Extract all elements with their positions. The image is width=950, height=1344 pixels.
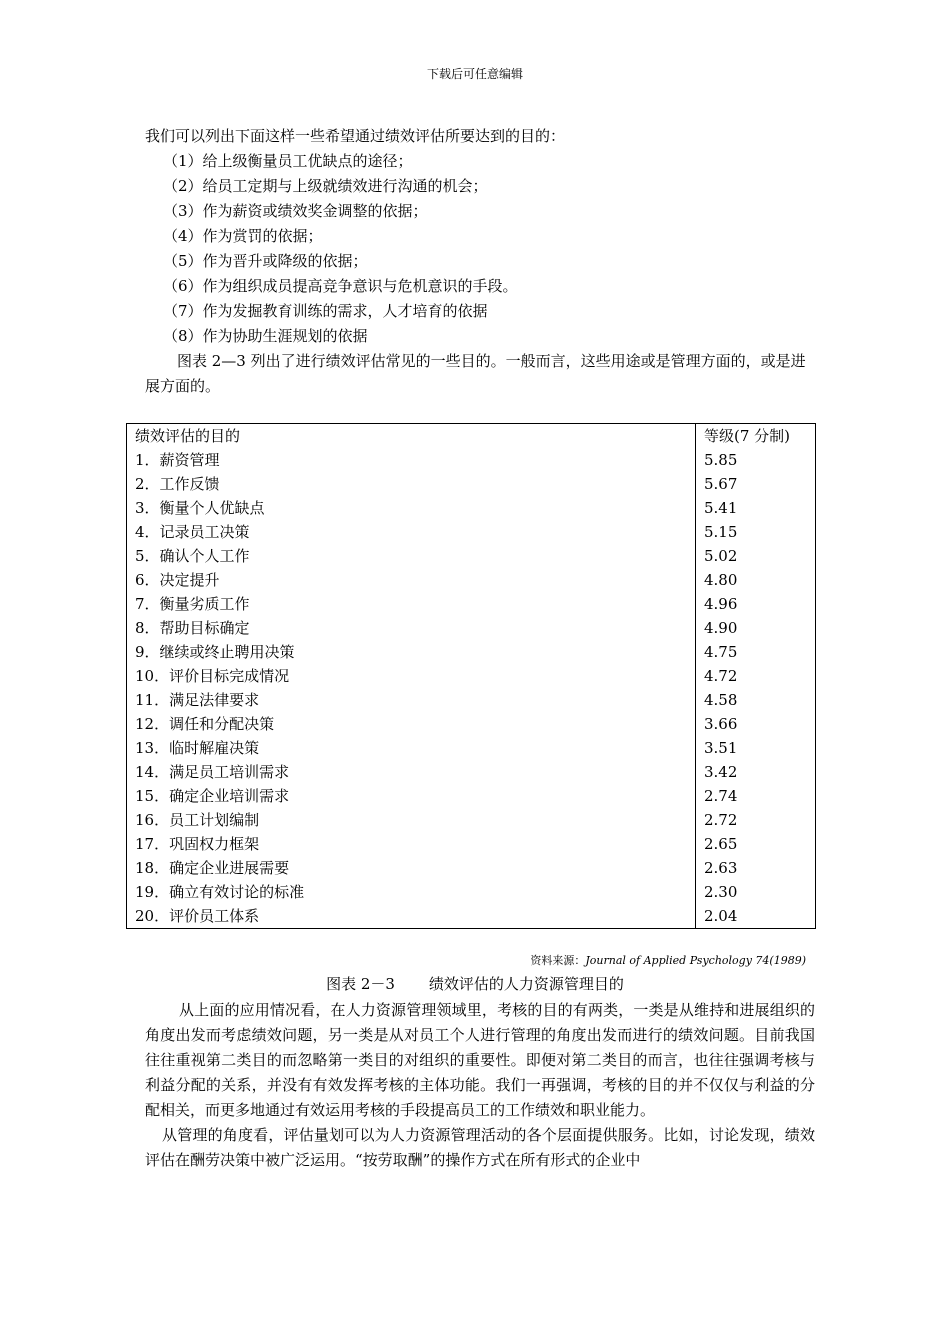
paragraph: 从管理的角度看，评估量划可以为人力资源管理活动的各个层面提供服务。比如，讨论发现，绩效评估在酬劳决策中被广泛运用。“按劳取酬”的操作方式在所有形式的企业中	[145, 1126, 815, 1169]
purpose-cell: 15．确定企业培训需求	[127, 784, 696, 808]
score-cell: 5.85	[696, 448, 816, 472]
list-item: （4）作为赏罚的依据；	[163, 227, 323, 245]
purpose-cell: 20．评价员工体系	[127, 904, 696, 929]
list-item: （1）给上级衡量员工优缺点的途径；	[163, 152, 413, 170]
score-cell: 5.15	[696, 520, 816, 544]
table-row	[127, 880, 816, 904]
list-item: （7）作为发掘教育训练的需求，人才培育的依据	[163, 302, 488, 320]
list-item: （5）作为晋升或降级的依据；	[163, 252, 368, 270]
source-label: 资料来源：	[530, 954, 586, 967]
table-row	[127, 448, 816, 472]
purpose-cell: 9．继续或终止聘用决策	[127, 640, 696, 664]
purpose-cell: 3．衡量个人优缺点	[127, 496, 696, 520]
table-row	[127, 592, 816, 616]
purpose-cell: 19．确立有效讨论的标准	[127, 880, 696, 904]
purpose-cell: 8．帮助目标确定	[127, 616, 696, 640]
purpose-cell: 12．调任和分配决策	[127, 712, 696, 736]
purpose-cell: 11．满足法律要求	[127, 688, 696, 712]
source-citation: Journal of Applied Psychology 74(1989)	[585, 954, 806, 967]
score-cell: 2.65	[696, 832, 816, 856]
page-header: 下载后可任意编辑	[426, 67, 523, 81]
table-row	[127, 520, 816, 544]
table-row	[127, 736, 816, 760]
purpose-cell: 16．员工计划编制	[127, 808, 696, 832]
purpose-cell: 1．薪资管理	[127, 448, 696, 472]
purpose-cell: 10．评价目标完成情况	[127, 664, 696, 688]
score-cell: 2.30	[696, 880, 816, 904]
table-row	[127, 760, 816, 784]
body-text	[145, 998, 815, 1173]
table-caption	[0, 973, 950, 994]
table-header-row	[127, 424, 816, 449]
list-item: （3）作为薪资或绩效奖金调整的依据；	[163, 202, 428, 220]
source-note	[126, 952, 806, 968]
table-row	[127, 616, 816, 640]
purpose-cell: 13．临时解雇决策	[127, 736, 696, 760]
chart-reference-text: 图表 2—3 列出了进行绩效评估常见的一些目的。一般而言，这些用途或是管理方面的，或是进展方面的。	[145, 352, 806, 395]
score-cell: 4.90	[696, 616, 816, 640]
intro-text: 我们可以列出下面这样一些希望通过绩效评估所要达到的目的：	[145, 127, 566, 145]
score-cell: 3.66	[696, 712, 816, 736]
table-row	[127, 472, 816, 496]
intro-section	[145, 124, 815, 399]
caption-title: 绩效评估的人力资源管理目的	[428, 975, 624, 993]
table-row	[127, 496, 816, 520]
score-cell: 4.58	[696, 688, 816, 712]
score-cell: 2.72	[696, 808, 816, 832]
score-cell: 4.96	[696, 592, 816, 616]
score-cell: 5.02	[696, 544, 816, 568]
evaluation-purpose-table	[126, 423, 816, 929]
purpose-cell: 18．确定企业进展需要	[127, 856, 696, 880]
score-cell: 3.42	[696, 760, 816, 784]
score-cell: 4.80	[696, 568, 816, 592]
paragraph: 从上面的应用情况看，在人力资源管理领域里，考核的目的有两类，一类是从维持和进展组织的角度出发而考虑绩效问题，另一类是从对员工个人进行管理的角度出发而进行的绩效问题。目前我国往往重视第二类目的而忽略第一类目的对组织的重要性。即便对第二类目的而言，也往往强调考核与利益分配的关系，并没有有效发挥考核的主体功能。我们一再强调，考核的目的并不仅仅与利益的分配相关，而更多地通过有效运用考核的手段提高员工的工作绩效和职业能力。	[145, 1001, 815, 1119]
list-item: （2）给员工定期与上级就绩效进行沟通的机会；	[163, 177, 488, 195]
purpose-cell: 6．决定提升	[127, 568, 696, 592]
score-cell: 4.72	[696, 664, 816, 688]
score-cell: 3.51	[696, 736, 816, 760]
table-row	[127, 664, 816, 688]
score-cell: 2.04	[696, 904, 816, 929]
header-score: 等级(7 分制)	[696, 424, 816, 449]
table-row	[127, 688, 816, 712]
table-row	[127, 832, 816, 856]
score-cell: 2.74	[696, 784, 816, 808]
table-row	[127, 904, 816, 929]
header-purpose: 绩效评估的目的	[127, 424, 696, 449]
purpose-cell: 7．衡量劣质工作	[127, 592, 696, 616]
table-row	[127, 784, 816, 808]
purpose-cell: 4．记录员工决策	[127, 520, 696, 544]
table-row	[127, 568, 816, 592]
list-item: （6）作为组织成员提高竞争意识与危机意识的手段。	[163, 277, 518, 295]
purpose-cell: 2．工作反馈	[127, 472, 696, 496]
score-cell: 5.41	[696, 496, 816, 520]
caption-number: 图表 2－3	[326, 975, 395, 993]
score-cell: 4.75	[696, 640, 816, 664]
purpose-cell: 17．巩固权力框架	[127, 832, 696, 856]
table-row	[127, 544, 816, 568]
table-row	[127, 856, 816, 880]
purpose-cell: 14．满足员工培训需求	[127, 760, 696, 784]
list-item: （8）作为协助生涯规划的依据	[163, 327, 368, 345]
purpose-list	[145, 149, 815, 349]
score-cell: 5.67	[696, 472, 816, 496]
table-row	[127, 712, 816, 736]
score-cell: 2.63	[696, 856, 816, 880]
purpose-cell: 5．确认个人工作	[127, 544, 696, 568]
table-row	[127, 640, 816, 664]
table-row	[127, 808, 816, 832]
